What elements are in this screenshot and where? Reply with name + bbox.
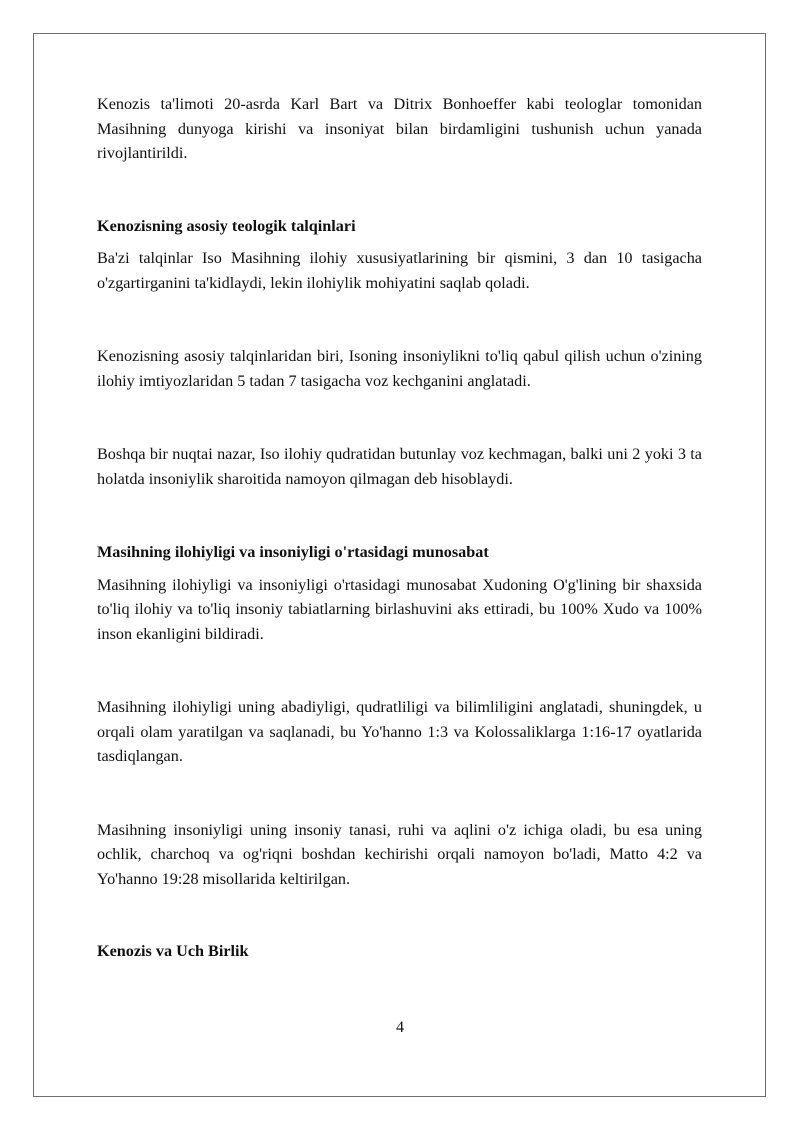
heading-divinity-humanity: Masihning ilohiyligi va insoniyligi o'rtasidagi munosabat [97, 543, 489, 561]
paragraph-partial-attributes: Ba'zi talqinlar Iso Masihning ilohiy xususiyatlarining bir qismini, 3 dan 10 tasigacha o'zgartirganini ta'kidlaydi, lekin ilohiylik mohiyatini saqlab qoladi. [97, 249, 702, 292]
heading-theological-interpretations: Kenozisning asosiy teologik talqinlari [97, 216, 356, 235]
paragraph-privileges-renounced: Kenozisning asosiy talqinlaridan biri, Isoning insoniylikni to'liq qabul qilish uchun o'zining ilohiy imtiyozlaridan 5 tadan 7 tasigacha voz kechganini anglatadi. [97, 347, 702, 390]
paragraph-another-viewpoint: Boshqa bir nuqtai nazar, Iso ilohiy qudratidan butunlay voz kechmagan, balki uni 2 yoki 3 ta holatda insoniylik sharoitida namoyon qilmagan deb hisoblaydi. [97, 445, 702, 488]
page-number: 4 [395, 1018, 405, 1036]
paragraph-kenozis-20th-century: Kenozis ta'limoti 20-asrda Karl Bart va Ditrix Bonhoeffer kabi teologlar tomonidan Masihning dunyoga kirishi va insoniyat bilan birdamligini tushunish uchun yanada rivojlantirildi. [97, 95, 702, 162]
paragraph-divinity: Masihning ilohiyligi uning abadiyligi, qudratliligi va bilimliligini anglatadi, shuningdek, u orqali olam yaratilgan va saqlanadi, bu Yo'hanno 1:3 va Kolossaliklarga 1:16-17 oyatlarida tasdiqlangan. [97, 698, 702, 765]
heading-kenosis-trinity: Kenozis va Uch Birlik [97, 942, 249, 960]
paragraph-humanity: Masihning insoniyligi uning insoniy tanasi, ruhi va aqlini o'z ichiga oladi, bu esa uning ochlik, charchoq va og'riqni boshdan kechirishi orqali namoyon bo'ladi, Matto 4:2 va Yo'hanno 19:28 misollarida keltirilgan. [97, 820, 702, 888]
paragraph-union-of-natures: Masihning ilohiyligi va insoniyligi o'rtasidagi munosabat Xudoning O'g'lining bir shaxsida to'liq ilohiy va to'liq insoniy tabiatlarning birlashuvini aks ettiradi, bu 100% Xudo va 100% inson ekanligini bildiradi. [97, 575, 702, 643]
document-body [97, 92, 702, 964]
